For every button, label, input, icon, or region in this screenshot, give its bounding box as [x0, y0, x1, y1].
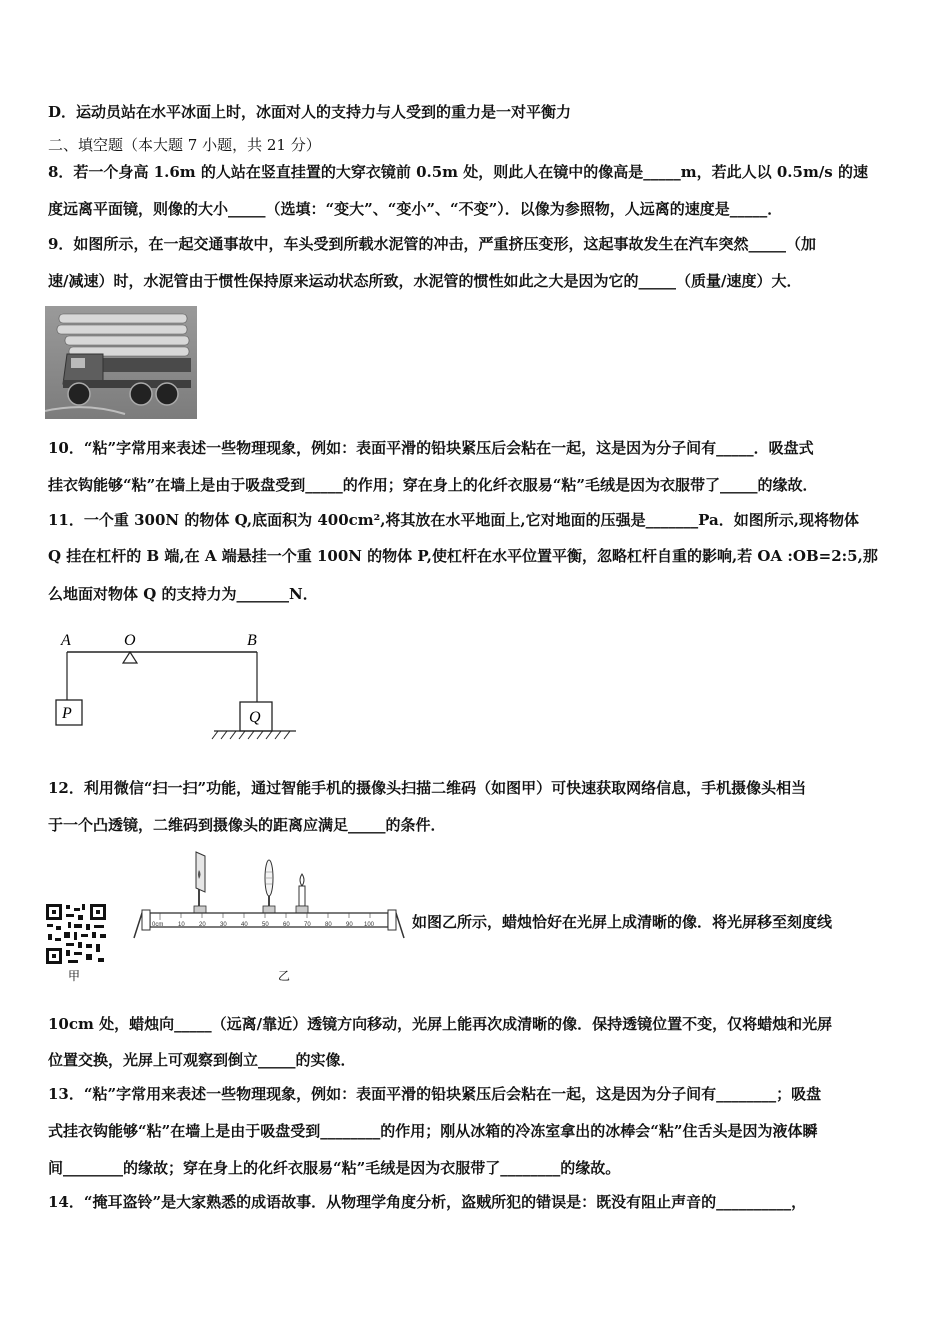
label-yi: 乙 — [278, 969, 291, 983]
tick-label: 50 — [262, 922, 269, 928]
q12-line3: 如图乙所示，蜡烛恰好在光屏上成清晰的像．将光屏移至刻度线 — [412, 913, 833, 931]
lever-diagram — [50, 628, 310, 758]
candle — [296, 874, 308, 913]
truck-accident-photo — [45, 306, 197, 419]
tick-label: 100 — [364, 922, 375, 928]
label-b: B — [247, 632, 257, 649]
q9-line1: 9．如图所示，在一起交通事故中，车头受到所载水泥管的冲击，严重挤压变形，这起事故发生在汽车突然_____（加 — [48, 235, 816, 253]
q10-line2: 挂衣钩能够“粘”在墙上是由于吸盘受到_____的作用；穿在身上的化纤衣服易“粘”毛绒是因为衣服带了_____的缘故． — [48, 476, 818, 494]
q13-line1: 13．“粘”字常用来表述一些物理现象，例如：表面平滑的铅块紧压后会粘在一起，这是因为分子间有________；吸盘 — [48, 1085, 822, 1103]
q14-line1: 14．“掩耳盗铃”是大家熟悉的成语故事．从物理学角度分析，盗贼所犯的错误是：既没有阻止声音的__________， — [48, 1193, 807, 1211]
tick-label: 70 — [304, 922, 311, 928]
label-o: O — [124, 632, 136, 649]
q8-line1: 8．若一个身高 1.6m 的人站在竖直挂置的大穿衣镜前 0.5m 处，则此人在镜中的像高是_____m，若此人以 0.5m/s 的速 — [48, 163, 868, 181]
label-a: A — [61, 632, 71, 649]
q12-line5: 位置交换，光屏上可观察到倒立_____的实像． — [48, 1051, 356, 1069]
label-p: P — [62, 705, 72, 722]
tick-label: 40 — [241, 922, 248, 928]
optical-bench-figure — [130, 848, 410, 958]
q10-line1: 10．“粘”字常用来表述一些物理现象，例如：表面平滑的铅块紧压后会粘在一起，这是因为分子间有_____．吸盘式 — [48, 439, 814, 457]
q11-line2: Q 挂在杠杆的 B 端,在 A 端悬挂一个重 100N 的物体 P,使杠杆在水平位置平衡，忽略杠杆自重的影响,若 OA :OB=2:5,那 — [48, 547, 878, 565]
qr-code-figure — [44, 902, 108, 966]
label-q: Q — [249, 709, 261, 726]
q12-line2: 于一个凸透镜，二维码到摄像头的距离应满足_____的条件． — [48, 816, 446, 834]
tick-label: 30 — [220, 922, 227, 928]
label-jia: 甲 — [68, 969, 81, 983]
tick-label: 90 — [346, 922, 353, 928]
q13-line3: 间________的缘故；穿在身上的化纤衣服易“粘”毛绒是因为衣服带了________的缘故。 — [48, 1159, 621, 1177]
tick-label: 10 — [178, 922, 185, 928]
q11-line3: 么地面对物体 Q 的支持力为_______N． — [48, 585, 318, 603]
tick-label: 60 — [283, 922, 290, 928]
option-d: D．运动员站在水平冰面上时，冰面对人的支持力与人受到的重力是一对平衡力 — [48, 103, 572, 121]
q12-line4: 10cm 处，蜡烛向_____（远离/靠近）透镜方向移动，光屏上能再次成清晰的像．保持透镜位置不变，仅将蜡烛和光屏 — [48, 1015, 833, 1033]
q9-line2: 速/减速）时，水泥管由于惯性保持原来运动状态所致，水泥管的惯性如此之大是因为它的_____（质量/速度）大． — [48, 272, 802, 290]
tick-label: 80 — [325, 922, 332, 928]
light-screen — [194, 852, 206, 913]
q12-line1: 12．利用微信“扫一扫”功能，通过智能手机的摄像头扫描二维码（如图甲）可快速获取网络信息，手机摄像头相当 — [48, 779, 807, 797]
fulcrum — [123, 652, 137, 663]
q13-line2: 式挂衣钩能够“粘”在墙上是由于吸盘受到________的作用；刚从冰箱的冷冻室拿出的冰棒会“粘”住舌头是因为液体瞬 — [48, 1122, 818, 1140]
q8-line2: 度远离平面镜，则像的大小_____（选填：“变大”、“变小”、“不变”）．以像为参照物，人远离的速度是_____． — [48, 200, 783, 218]
section-heading: 二、填空题（本大题 7 小题，共 21 分） — [48, 136, 321, 154]
q11-line1: 11．一个重 300N 的物体 Q,底面积为 400cm²,将其放在水平地面上,它对地面的压强是_______Pa．如图所示,现将物体 — [48, 511, 859, 529]
scale-zero: 0cm — [152, 922, 164, 928]
tick-label: 20 — [199, 922, 206, 928]
convex-lens — [263, 860, 275, 913]
